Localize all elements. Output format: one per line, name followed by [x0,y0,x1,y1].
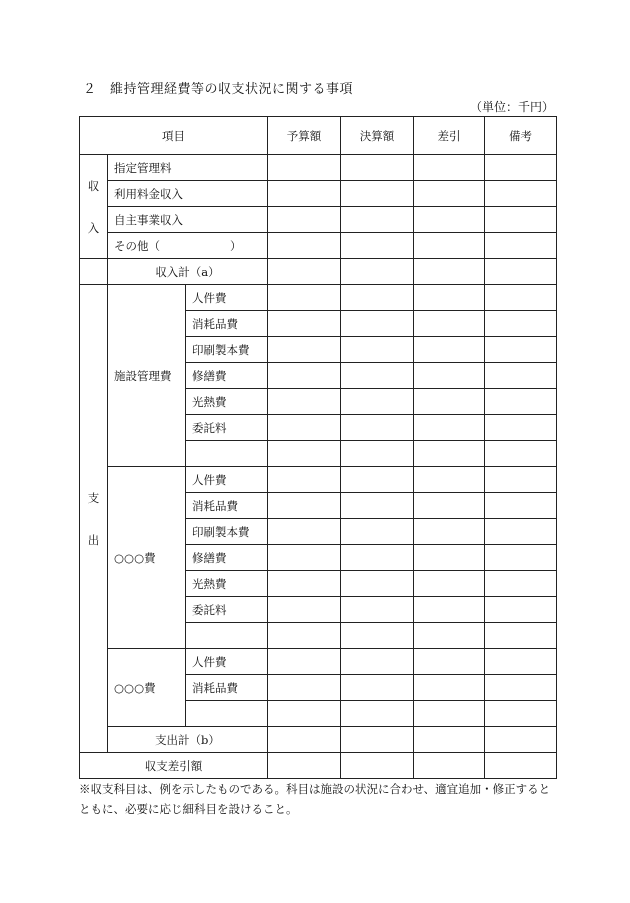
budget-cell[interactable] [268,207,341,233]
other-close-label: ） [230,238,242,253]
difference-cell[interactable] [414,701,485,727]
difference-cell[interactable] [414,519,485,545]
difference-cell[interactable] [414,597,485,623]
actual-cell[interactable] [341,389,414,415]
actual-cell[interactable] [341,363,414,389]
expense-item-label: 消耗品費 [186,675,268,701]
expense-item-label: 消耗品費 [186,311,268,337]
expense-group-label: 施設管理費 [108,285,186,467]
difference-cell[interactable] [414,155,485,181]
actual-cell[interactable] [341,181,414,207]
remarks-cell[interactable] [485,519,557,545]
budget-cell[interactable] [268,233,341,259]
remarks-cell[interactable] [485,441,557,467]
expense-item-label: 修繕費 [186,363,268,389]
actual-cell[interactable] [341,155,414,181]
expense-item-label [186,623,268,649]
balance-row [80,753,557,779]
expense-item-label: 光熱費 [186,389,268,415]
col-item: 項目 [80,117,268,155]
difference-cell[interactable] [414,675,485,701]
remarks-cell[interactable] [485,337,557,363]
budget-cell[interactable] [268,701,341,727]
budget-cell[interactable] [268,441,341,467]
budget-cell[interactable] [268,259,341,285]
actual-cell[interactable] [341,233,414,259]
expense-item-label: 人件費 [186,467,268,493]
remarks-cell[interactable] [485,597,557,623]
expense-item-label [186,701,268,727]
difference-cell[interactable] [414,389,485,415]
actual-cell[interactable] [341,311,414,337]
budget-cell[interactable] [268,545,341,571]
difference-cell[interactable] [414,233,485,259]
col-remarks: 備考 [485,117,557,155]
table-body [80,155,557,779]
remarks-cell[interactable] [485,181,557,207]
expense-group-label: ○○○費 [108,649,186,727]
actual-cell[interactable] [341,675,414,701]
budget-cell[interactable] [268,415,341,441]
actual-cell[interactable] [341,545,414,571]
budget-cell[interactable] [268,389,341,415]
col-budget: 予算額 [268,117,341,155]
income-section-label [80,155,108,259]
remarks-cell[interactable] [485,285,557,311]
actual-cell[interactable] [341,701,414,727]
remarks-cell[interactable] [485,493,557,519]
remarks-cell[interactable] [485,753,557,779]
remarks-cell[interactable] [485,363,557,389]
expense-item-label: 光熱費 [186,571,268,597]
difference-cell[interactable] [414,753,485,779]
income-expense-table [79,116,557,779]
expense-item-label: 印刷製本費 [186,337,268,363]
income-subtotal-spacer [80,259,108,285]
budget-cell[interactable] [268,753,341,779]
actual-cell[interactable] [341,493,414,519]
income-subtotal-row [80,259,557,285]
budget-cell[interactable] [268,727,341,753]
expense-item-label: 委託料 [186,415,268,441]
difference-cell[interactable] [414,311,485,337]
budget-cell[interactable] [268,181,341,207]
income-other-label [108,233,268,259]
income-row [80,155,557,181]
remarks-cell[interactable] [485,675,557,701]
income-item-label: 指定管理料 [108,155,268,181]
expense-item-label: 人件費 [186,649,268,675]
difference-cell[interactable] [414,493,485,519]
income-row-other [80,233,557,259]
budget-cell[interactable] [268,155,341,181]
expense-subtotal-row [80,727,557,753]
expense-row [80,285,557,311]
budget-cell[interactable] [268,337,341,363]
section-heading: ２ 維持管理経費等の収支状況に関する事項 [83,82,354,97]
actual-cell[interactable] [341,727,414,753]
unit-label: （単位：千円） [469,100,554,114]
expense-section-label [80,285,108,753]
budget-cell[interactable] [268,649,341,675]
expense-item-label: 印刷製本費 [186,519,268,545]
table-header [80,117,557,155]
remarks-cell[interactable] [485,467,557,493]
footnote: ※収支科目は、例を示したものである。科目は施設の状況に合わせ、適宜追加・修正するとともに、必要に応じ細科目を設けること。 [79,782,551,816]
balance-label: 収支差引額 [80,753,268,779]
income-subtotal-label: 収入計（a） [108,259,268,285]
remarks-cell[interactable] [485,623,557,649]
remarks-cell[interactable] [485,259,557,285]
actual-cell[interactable] [341,519,414,545]
budget-cell[interactable] [268,493,341,519]
remarks-cell[interactable] [485,311,557,337]
remarks-cell[interactable] [485,571,557,597]
actual-cell[interactable] [341,571,414,597]
budget-cell[interactable] [268,597,341,623]
budget-cell[interactable] [268,571,341,597]
actual-cell[interactable] [341,649,414,675]
difference-cell[interactable] [414,545,485,571]
difference-cell[interactable] [414,363,485,389]
income-row [80,207,557,233]
difference-cell[interactable] [414,207,485,233]
remarks-cell[interactable] [485,415,557,441]
actual-cell[interactable] [341,441,414,467]
remarks-cell[interactable] [485,649,557,675]
actual-cell[interactable] [341,467,414,493]
actual-cell[interactable] [341,623,414,649]
expense-section-char: 支 [87,490,100,505]
actual-cell[interactable] [341,337,414,363]
actual-cell[interactable] [341,285,414,311]
difference-cell[interactable] [414,727,485,753]
difference-cell[interactable] [414,259,485,285]
budget-cell[interactable] [268,623,341,649]
difference-cell[interactable] [414,467,485,493]
difference-cell[interactable] [414,623,485,649]
expense-item-label: 委託料 [186,597,268,623]
income-item-label: 利用料金収入 [108,181,268,207]
difference-cell[interactable] [414,415,485,441]
remarks-cell[interactable] [485,233,557,259]
income-row [80,181,557,207]
difference-cell[interactable] [414,441,485,467]
actual-cell[interactable] [341,753,414,779]
budget-cell[interactable] [268,311,341,337]
remarks-cell[interactable] [485,545,557,571]
col-difference: 差引 [414,117,485,155]
income-section-char: 収 [87,178,100,193]
expense-item-label [186,441,268,467]
remarks-cell[interactable] [485,389,557,415]
budget-cell[interactable] [268,519,341,545]
col-actual: 決算額 [341,117,414,155]
expense-group-label: ○○○費 [108,467,186,649]
expense-row [80,467,557,493]
remarks-cell[interactable] [485,727,557,753]
actual-cell[interactable] [341,597,414,623]
remarks-cell[interactable] [485,155,557,181]
difference-cell[interactable] [414,181,485,207]
budget-cell[interactable] [268,363,341,389]
expense-section-char: 出 [87,532,100,547]
income-item-label: 自主事業収入 [108,207,268,233]
remarks-cell[interactable] [485,207,557,233]
budget-cell[interactable] [268,467,341,493]
budget-cell[interactable] [268,285,341,311]
difference-cell[interactable] [414,571,485,597]
expense-row [80,649,557,675]
difference-cell[interactable] [414,285,485,311]
expense-item-label: 修繕費 [186,545,268,571]
budget-cell[interactable] [268,675,341,701]
actual-cell[interactable] [341,259,414,285]
actual-cell[interactable] [341,207,414,233]
actual-cell[interactable] [341,415,414,441]
expense-subtotal-label: 支出計（b） [108,727,268,753]
remarks-cell[interactable] [485,701,557,727]
header-row [80,117,557,155]
expense-item-label: 人件費 [186,285,268,311]
difference-cell[interactable] [414,649,485,675]
other-open-label: その他（ [114,238,160,253]
difference-cell[interactable] [414,337,485,363]
expense-item-label: 消耗品費 [186,493,268,519]
income-section-char: 入 [87,220,100,235]
